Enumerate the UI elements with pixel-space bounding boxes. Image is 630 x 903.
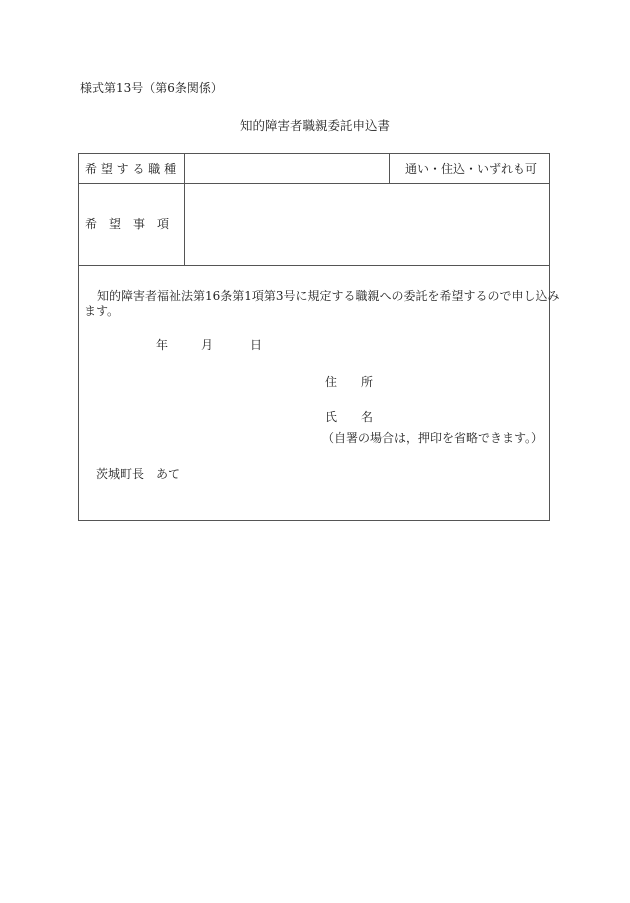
application-form <box>78 153 560 521</box>
name-label: 氏 名 <box>325 410 374 424</box>
row-divider <box>79 183 549 184</box>
statement-line1: 知的障害者福祉法第16条第1項第3号に規定する職親への委託を希望するので申し込み <box>97 289 560 303</box>
row-divider <box>79 265 549 266</box>
form-number: 様式第13号（第6条関係） <box>80 81 223 95</box>
seal-note: （自署の場合は，押印を省略できます。） <box>322 431 544 445</box>
job-type-field[interactable] <box>186 155 388 182</box>
date-day: 日 <box>250 338 263 352</box>
wishes-field[interactable] <box>186 185 548 264</box>
job-type-option: 通い・住込・いずれも可 <box>405 162 538 176</box>
addressee: 茨城町長 あて <box>96 467 181 481</box>
date-year: 年 <box>156 338 169 352</box>
wishes-label: 希 望 事 項 <box>85 217 170 231</box>
document-title: 知的障害者職親委託申込書 <box>239 118 390 133</box>
column-divider <box>389 154 390 183</box>
job-type-label: 希 望 す る 職 種 <box>85 162 177 176</box>
date-month: 月 <box>201 338 214 352</box>
statement-line2: ます。 <box>84 304 120 318</box>
column-divider <box>184 154 185 265</box>
address-label: 住 所 <box>325 375 374 389</box>
